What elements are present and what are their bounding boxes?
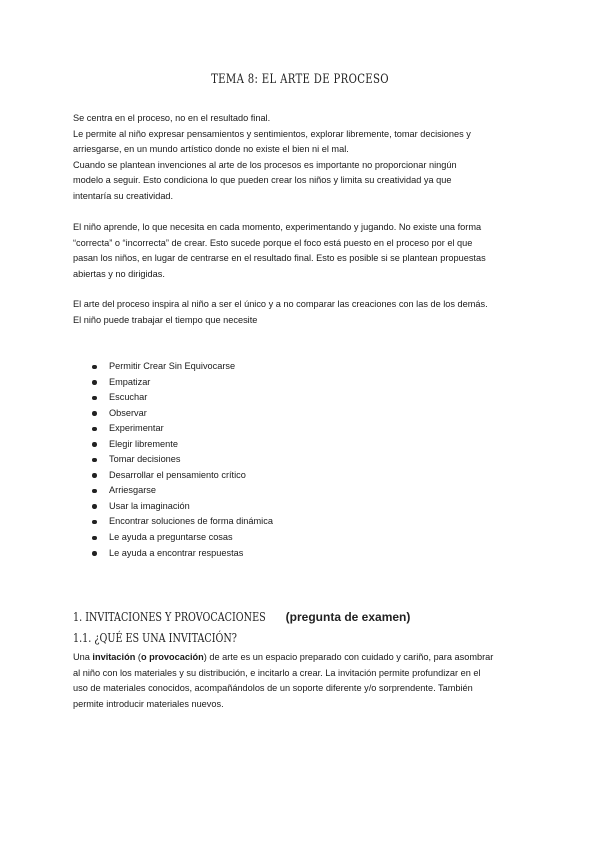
text-line: Cuando se plantean invenciones al arte de los procesos es importante no proporcionar ningún bbox=[73, 159, 457, 170]
section-heading-title: 1. INVITACIONES Y PROVOCACIONES bbox=[73, 610, 266, 624]
list-item: Elegir libremente bbox=[90, 437, 273, 453]
text-line: pasan los niños, en lugar de centrarse en el resultado final. Esto es posible si se plantean propuestas bbox=[73, 253, 486, 263]
intro-paragraph bbox=[73, 111, 528, 204]
text-line: El niño puede trabajar el tiempo que necesite bbox=[73, 314, 258, 325]
list-item: Arriesgarse bbox=[90, 483, 273, 499]
text-fragment: ) de arte es un espacio preparado con cuidado y cariño, para asombrar bbox=[203, 652, 494, 662]
text-line: “correcta” o “incorrecta” de crear. Esto sucede porque el foco está puesto en el proceso por el que bbox=[73, 237, 473, 248]
text-fragment: ( bbox=[135, 652, 141, 662]
list-item: Experimentar bbox=[90, 421, 273, 437]
section-heading bbox=[73, 610, 410, 624]
text-line: El niño aprende, lo que necesita en cada momento, experimentando y jugando. No existe una forma bbox=[73, 222, 482, 232]
exam-question-note: (pregunta de examen) bbox=[285, 610, 411, 624]
text-line: permite introducir materiales nuevos. bbox=[73, 698, 224, 709]
term-invitation: invitación bbox=[92, 652, 136, 662]
text-line: Le permite al niño expresar pensamientos y sentimientos, explorar libremente, tomar decisiones y bbox=[73, 128, 471, 139]
term-provocation: o provocación bbox=[140, 652, 204, 662]
benefits-list bbox=[90, 359, 273, 561]
text-line: al niño con los materiales y su distribución, e incitarlo a crear. La invitación permite profundizar en el bbox=[73, 667, 481, 678]
list-item: Encontrar soluciones de forma dinámica bbox=[90, 514, 273, 530]
text-line: intentaría su creatividad. bbox=[73, 190, 174, 201]
text-line: modelo a seguir. Esto condiciona lo que pueden crear los niños y limita su creatividad ya que bbox=[73, 175, 452, 185]
list-item: Observar bbox=[90, 406, 273, 422]
inspiration-paragraph bbox=[73, 297, 528, 328]
list-item: Desarrollar el pensamiento crítico bbox=[90, 468, 273, 484]
list-item: Empatizar bbox=[90, 375, 273, 391]
text-line: El arte del proceso inspira al niño a ser el único y a no comparar las creaciones con las de los demás. bbox=[73, 299, 488, 309]
list-item: Tomar decisiones bbox=[90, 452, 273, 468]
text-line: uso de materiales conocidos, acompañándolos de un soporte diferente y/o sorprendente. También bbox=[73, 683, 473, 693]
subsection-heading: 1.1. ¿QUÉ ES UNA INVITACIÓN? bbox=[73, 631, 237, 645]
list-item: Le ayuda a preguntarse cosas bbox=[90, 530, 273, 546]
text-fragment: Una bbox=[73, 652, 93, 662]
page-title: TEMA 8: EL ARTE DE PROCESO bbox=[211, 72, 389, 87]
list-item: Le ayuda a encontrar respuestas bbox=[90, 546, 273, 562]
text-line: arriesgarse, en un mundo artístico donde no existe el bien ni el mal. bbox=[73, 144, 349, 154]
list-item: Usar la imaginación bbox=[90, 499, 273, 515]
list-item: Escuchar bbox=[90, 390, 273, 406]
text-line bbox=[73, 650, 528, 666]
text-line: Se centra en el proceso, no en el resultado final. bbox=[73, 113, 271, 123]
list-item: Permitir Crear Sin Equivocarse bbox=[90, 359, 273, 375]
text-line: abiertas y no dirigidas. bbox=[73, 268, 165, 279]
learning-paragraph bbox=[73, 220, 528, 282]
invitation-paragraph bbox=[73, 650, 528, 712]
